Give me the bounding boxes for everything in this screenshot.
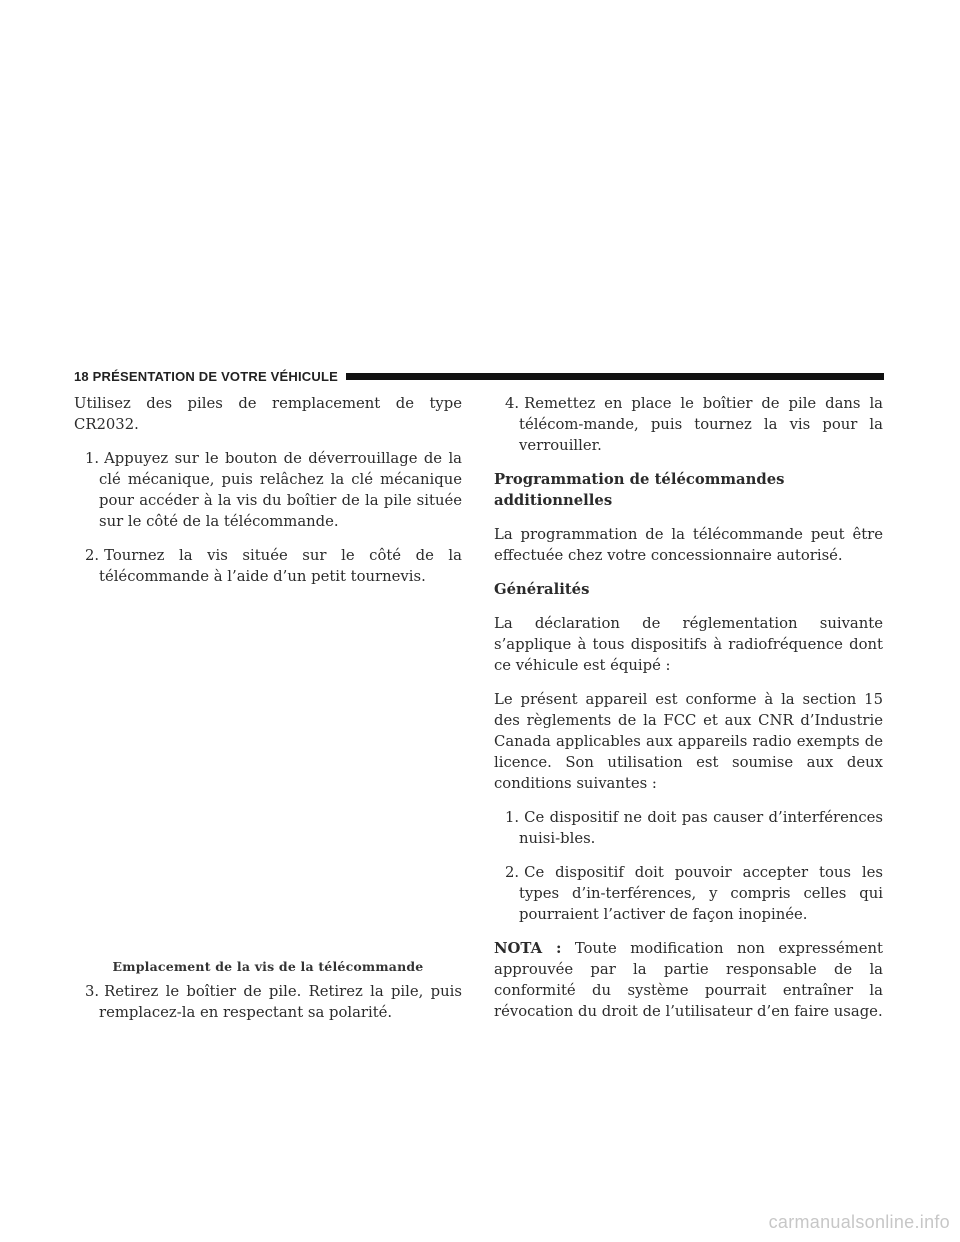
page-header xyxy=(74,367,884,385)
note-text: Toute modification non expressément approuvée par la partie responsable de la conformité du système pourrait entraîner la révocation du droit de l’utilisateur d’en faire usage. xyxy=(494,940,883,1020)
list-text: Tournez la vis située sur le côté de la télécommande à l’aide d’un petit tournevis. xyxy=(99,547,462,585)
condition-item-1 xyxy=(494,807,883,849)
list-number: 4. xyxy=(505,395,520,412)
list-number: 2. xyxy=(85,547,100,564)
list-text: Appuyez sur le bouton de déverrouillage de la clé mécanique, puis relâchez la clé mécanique pour accéder à la vis du boîtier de la pile située sur le côté de la télécommande. xyxy=(99,450,462,530)
section-heading-general: Généralités xyxy=(494,581,590,598)
fcc-paragraph: Le présent appareil est conforme à la section 15 des règlements de la FCC et aux CNR d’Industrie Canada applicables aux appareils radio exempts de licence. Son utilisation est soumise aux deux conditions suivantes : xyxy=(494,691,883,792)
figure-area xyxy=(74,600,462,956)
header-rule xyxy=(346,373,884,380)
right-column xyxy=(494,393,883,1035)
note-label: NOTA : xyxy=(494,940,562,957)
section-heading-programming: Programmation de télécommandes additionnelles xyxy=(494,471,785,509)
list-number: 3. xyxy=(85,983,100,1000)
list-number: 2. xyxy=(505,864,520,881)
list-item-3 xyxy=(74,981,462,1023)
left-column xyxy=(74,393,462,1036)
note-paragraph xyxy=(494,938,883,1022)
list-number: 1. xyxy=(85,450,100,467)
page-header-title: 18 PRÉSENTATION DE VOTRE VÉHICULE xyxy=(74,368,338,384)
list-text: Ce dispositif ne doit pas causer d’interférences nuisi-bles. xyxy=(519,809,883,847)
list-item-2 xyxy=(74,545,462,587)
list-number: 1. xyxy=(505,809,520,826)
watermark: carmanualsonline.info xyxy=(768,1212,950,1232)
programming-paragraph: La programmation de la télécommande peut être effectuée chez votre concessionnaire autorisé. xyxy=(494,526,883,564)
list-item-1 xyxy=(74,448,462,532)
list-text: Retirez le boîtier de pile. Retirez la pile, puis remplacez-la en respectant sa polarité. xyxy=(99,983,462,1021)
intro-paragraph: Utilisez des piles de remplacement de type CR2032. xyxy=(74,395,462,433)
regulation-paragraph: La déclaration de réglementation suivante s’applique à tous dispositifs à radiofréquence dont ce véhicule est équipé : xyxy=(494,615,883,674)
condition-item-2 xyxy=(494,862,883,925)
list-text: Remettez en place le boîtier de pile dans la télécom-mande, puis tournez la vis pour la verrouiller. xyxy=(519,395,883,454)
figure-caption: Emplacement de la vis de la télécommande xyxy=(112,959,424,974)
list-text: Ce dispositif doit pouvoir accepter tous les types d’in-terférences, y compris celles qui pourraient l’activer de façon inopinée. xyxy=(519,864,883,923)
list-item-4 xyxy=(494,393,883,456)
